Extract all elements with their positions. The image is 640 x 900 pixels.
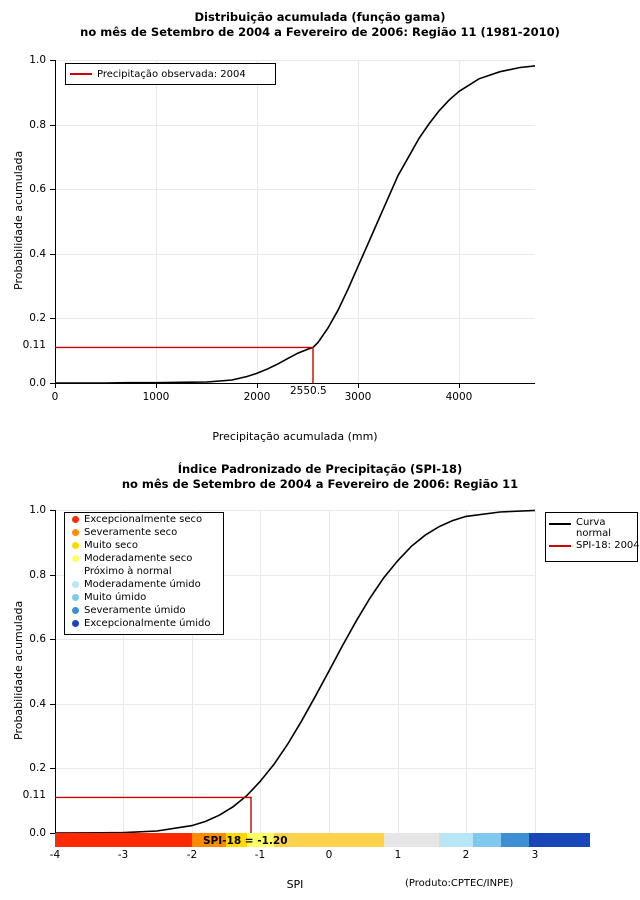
swatch-icon-moderadamente-umido: [72, 581, 79, 588]
bottom-xtick-label--4: -4: [49, 849, 61, 861]
top-xtick-label-4000: 4000: [445, 391, 473, 403]
b-gridline-x-3: [535, 510, 536, 834]
b-gridline-x-2: [466, 510, 467, 834]
band-moderadamente-umido: [439, 833, 473, 847]
band-excepcionalmente-seco: [55, 833, 192, 847]
top-xtick-label-2000: 2000: [243, 391, 271, 403]
top-ytick-label-0: 0.0: [29, 377, 46, 389]
bottom-plot-area: [0, 450, 640, 900]
legend-label-0: Excepcionalmente seco: [84, 514, 203, 525]
top-xtick-label-0: 0: [51, 391, 59, 403]
legend-item-severamente-umido: [65, 604, 223, 617]
legend-item-moderadamente-seco: [65, 552, 223, 565]
line-swatch-icon-red: [549, 545, 571, 547]
gridline-y-0.2: [55, 318, 535, 319]
legend-item-excepcionalmente-seco: [65, 513, 223, 526]
series-legend-label-curva-normal-wrap: [576, 517, 611, 539]
series-legend-label-curva-normal-l2: normal: [576, 528, 612, 539]
bottom-xtick-label--3: -3: [117, 849, 129, 861]
gridline-x-4000: [459, 60, 460, 384]
gridline-x-1000: [156, 60, 157, 384]
top-legend-item-observed: [66, 64, 275, 84]
top-xtick-label-1000: 1000: [142, 391, 170, 403]
gamma-cdf-curve: [55, 66, 535, 383]
swatch-icon-severamente-umido: [72, 607, 79, 614]
series-legend-item-spi: [546, 539, 640, 552]
top-ytick-label-04: 0.4: [29, 248, 46, 260]
bottom-ytick-label-10: 1.0: [29, 504, 46, 516]
product-credit: (Produto:CPTEC/INPE): [405, 878, 514, 889]
legend-item-muito-seco: [65, 539, 223, 552]
observed-precip-indicator: [55, 347, 313, 383]
b-ytick-06: [50, 639, 55, 640]
bottom-ytick-label-06: 0.6: [29, 633, 46, 645]
series-legend-label-spi: SPI-18: 2004: [576, 540, 640, 551]
bottom-ytick-label-0: 0.0: [29, 827, 46, 839]
top-x-axis-line: [55, 383, 535, 384]
top-prob-annotation-label: 0.11: [22, 339, 46, 351]
legend-item-severamente-seco: [65, 526, 223, 539]
b-gridline-x-1: [398, 510, 399, 834]
band-severamente-umido: [501, 833, 529, 847]
top-ytick-10: [50, 60, 55, 61]
bottom-ytick-label-08: 0.8: [29, 569, 46, 581]
b-gridline-y-0.6: [55, 639, 535, 640]
legend-item-moderadamente-umido: [65, 578, 223, 591]
swatch-icon-moderadamente-seco: [72, 555, 79, 562]
top-ytick-label-02: 0.2: [29, 312, 46, 324]
top-xtick-label-3000: 3000: [344, 391, 372, 403]
swatch-icon-proximo-a-normal: [72, 568, 79, 575]
top-y-axis-line: [55, 60, 56, 384]
top-xtick-2000: [257, 383, 258, 388]
line-swatch-icon-black: [549, 523, 571, 525]
swatch-icon-muito-umido: [72, 594, 79, 601]
swatch-icon-muito-seco: [72, 542, 79, 549]
bottom-prob-annotation-label: 0.11: [22, 789, 46, 801]
bottom-xtick-label-3: 3: [531, 849, 539, 861]
legend-label-8: Excepcionalmente úmido: [84, 618, 211, 629]
top-y-axis-label: Probabilidade acumulada: [12, 150, 25, 290]
bottom-xtick-label--1: -1: [254, 849, 266, 861]
gridline-y-1.0: [55, 60, 535, 61]
bottom-y-axis-line: [55, 510, 56, 834]
spi-value-label: SPI-18 = -1.20: [203, 835, 288, 847]
b-ytick-08: [50, 575, 55, 576]
legend-label-7: Severamente úmido: [84, 605, 186, 616]
bottom-y-axis-label: Probabilidade acumulada: [12, 600, 25, 740]
band-proximo-a-normal: [384, 833, 439, 847]
swatch-icon-excepcionalmente-umido: [72, 620, 79, 627]
top-legend-label: Precipitação observada: 2004: [97, 68, 246, 80]
bottom-ytick-label-04: 0.4: [29, 698, 46, 710]
gridline-y-0.6: [55, 189, 535, 190]
top-chart-title-line1: Distribuição acumulada (função gama): [194, 10, 446, 24]
band-muito-umido: [473, 833, 501, 847]
b-ytick-10: [50, 510, 55, 511]
top-x-axis-label: Precipitação acumulada (mm): [212, 430, 378, 443]
swatch-icon-severamente-seco: [72, 529, 79, 536]
top-ytick-02: [50, 318, 55, 319]
series-legend-item-curva-normal: [546, 513, 637, 539]
top-precip-annotation: 2550.5: [290, 385, 327, 397]
top-ytick-04: [50, 254, 55, 255]
spi-chart: [0, 450, 640, 900]
top-ytick-label-06: 0.6: [29, 183, 46, 195]
b-ytick-02: [50, 768, 55, 769]
legend-label-2: Muito seco: [84, 540, 138, 551]
band-excepcionalmente-umido: [529, 833, 590, 847]
spi-category-legend: [64, 512, 224, 635]
gridline-y-0.4: [55, 254, 535, 255]
b-gridline-x-0: [329, 510, 330, 834]
gridline-x-2000: [257, 60, 258, 384]
spi-category-bar: [55, 833, 535, 847]
legend-item-muito-umido: [65, 591, 223, 604]
legend-item-proximo-a-normal: [65, 565, 223, 578]
b-gridline-x--1: [260, 510, 261, 834]
legend-label-4: Próximo à normal: [84, 566, 172, 577]
top-xtick-3000: [358, 383, 359, 388]
legend-label-5: Moderadamente úmido: [84, 579, 201, 590]
legend-label-3: Moderadamente seco: [84, 553, 193, 564]
bottom-xtick-label--2: -2: [186, 849, 198, 861]
top-ytick-label-10: 1.0: [29, 54, 46, 66]
line-swatch-icon: [70, 73, 92, 75]
bottom-chart-title-line2: no mês de Setembro de 2004 a Fevereiro de 2006: Região 11: [121, 477, 519, 491]
bottom-ytick-label-02: 0.2: [29, 762, 46, 774]
legend-label-1: Severamente seco: [84, 527, 178, 538]
bottom-xtick-label-2: 2: [462, 849, 470, 861]
legend-label-6: Muito úmido: [84, 592, 147, 603]
bottom-chart-title-line1: Índice Padronizado de Precipitação (SPI-18): [177, 462, 463, 476]
spi-series-legend: [545, 512, 638, 562]
bottom-xtick-label-1: 1: [394, 849, 402, 861]
top-chart-title-line2: no mês de Setembro de 2004 a Fevereiro de 2006: Região 11 (1981-2010): [80, 25, 560, 39]
top-ytick-08: [50, 125, 55, 126]
top-xtick-4000: [459, 383, 460, 388]
top-legend: [65, 63, 276, 85]
top-ytick-label-08: 0.8: [29, 119, 46, 131]
top-xtick-0: [55, 383, 56, 388]
gridline-x-3000: [358, 60, 359, 384]
b-gridline-y-0.4: [55, 704, 535, 705]
series-legend-label-curva-normal-l1: Curva: [576, 517, 606, 528]
swatch-icon-excepcionalmente-seco: [72, 516, 79, 523]
top-ytick-06: [50, 189, 55, 190]
bottom-xtick-label-0: 0: [325, 849, 333, 861]
spi-indicator-line: [55, 797, 251, 833]
b-gridline-y-1.0: [55, 510, 535, 511]
b-ytick-04: [50, 704, 55, 705]
legend-item-excepcionalmente-umido: [65, 617, 223, 630]
band-proximo-normal-left: [274, 833, 384, 847]
b-gridline-y-0.2: [55, 768, 535, 769]
bottom-x-axis-label: SPI: [286, 878, 304, 891]
gridline-y-0.8: [55, 125, 535, 126]
top-xtick-1000: [156, 383, 157, 388]
